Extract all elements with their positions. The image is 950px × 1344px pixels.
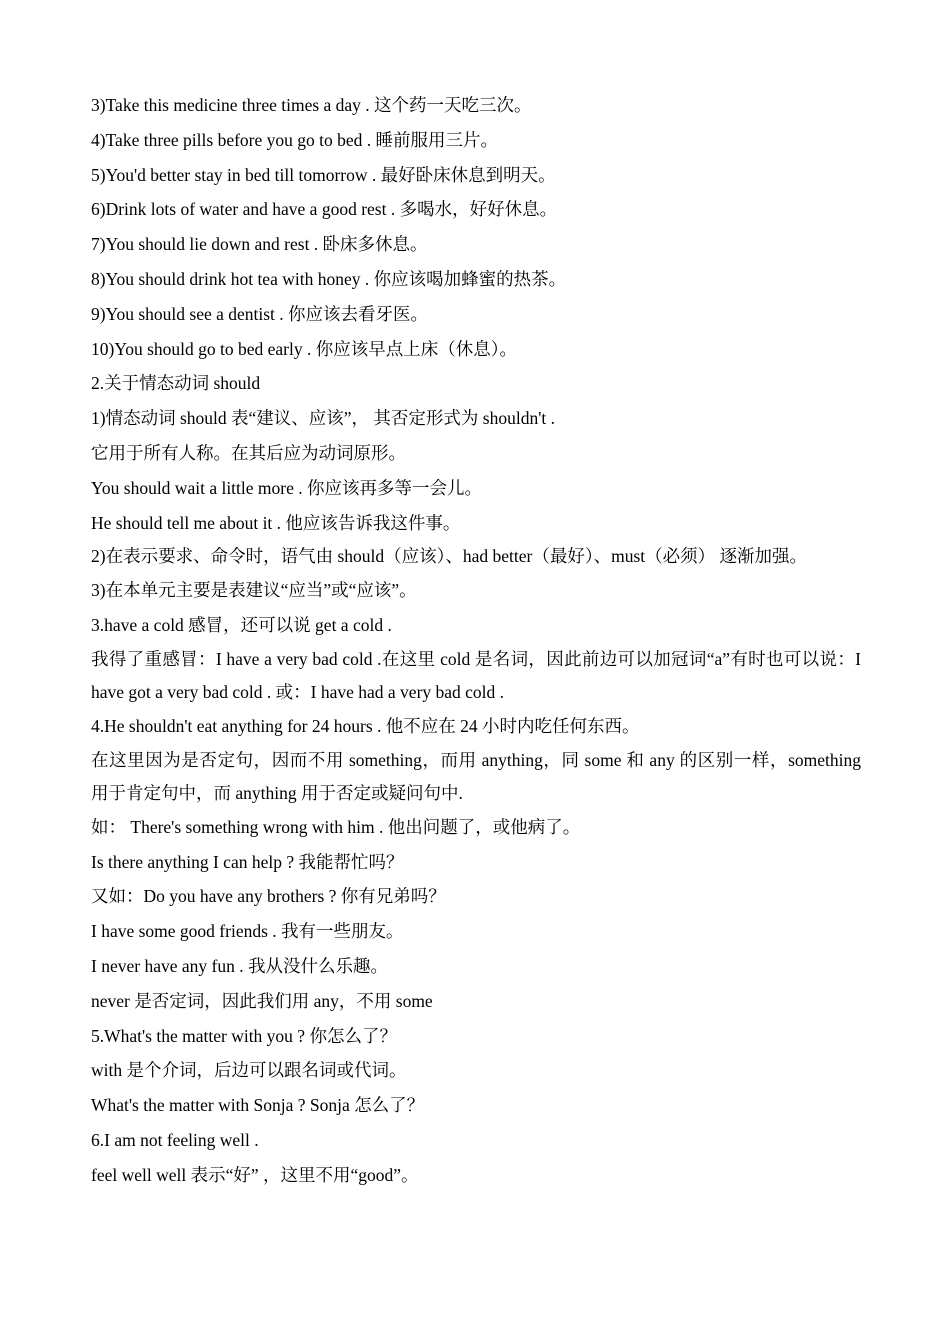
text-paragraph: 2)在表示要求、命令时，语气由 should（应该）、had better（最好）、must（必须） 逐渐加强。	[91, 546, 808, 567]
text-line: 3)Take this medicine three times a day . 这个药一天吃三次。	[91, 95, 532, 115]
text-line: He should tell me about it . 他应该告诉我这件事。	[91, 512, 461, 533]
text-line: 9)You should see a dentist . 你应该去看牙医。	[91, 303, 429, 324]
text-line: I never have any fun . 我从没什么乐趣。	[91, 955, 388, 976]
text-line: 1)情态动词 should 表“建议、应该”， 其否定形式为 shouldn't .	[91, 408, 555, 429]
section-heading: 4.He shouldn't eat anything for 24 hours . 他不应在 24 小时内吃任何东西。	[91, 715, 640, 736]
section-heading: 6.I am not feeling well .	[91, 1129, 259, 1150]
text-line: You should wait a little more . 你应该再多等一会儿。	[91, 477, 482, 498]
section-heading: 3.have a cold 感冒，还可以说 get a cold .	[91, 615, 392, 636]
text-line: I have some good friends . 我有一些朋友。	[91, 921, 404, 942]
text-line: What's the matter with Sonja ? Sonja 怎么了？	[91, 1095, 425, 1116]
text-paragraph: 我得了重感冒：I have a very bad cold .在这里 cold 是名词，因此前边可以加冠词“a”有时也可以说：I have got a very bad cold . 或：I have had a very bad cold .	[91, 648, 861, 702]
text-line: 如： There's something wrong with him . 他出问题了，或他病了。	[91, 816, 581, 837]
text-line: 3)在本单元主要是表建议“应当”或“应该”。	[91, 580, 417, 601]
text-line: 8)You should drink hot tea with honey . 你应该喝加蜂蜜的热茶。	[91, 268, 567, 289]
text-line: Is there anything I can help ? 我能帮忙吗？	[91, 851, 404, 872]
text-line: 4)Take three pills before you go to bed . 睡前服用三片。	[91, 129, 499, 150]
text-line: 10)You should go to bed early . 你应该早点上床（休息）。	[91, 338, 517, 359]
text-line: 6)Drink lots of water and have a good rest . 多喝水，好好休息。	[91, 199, 558, 220]
text-line: with 是个介词，后边可以跟名词或代词。	[91, 1060, 407, 1081]
document-body	[91, 88, 861, 1193]
text-line: never 是否定词，因此我们用 any，不用 some	[91, 990, 433, 1011]
text-line: 5)You'd better stay in bed till tomorrow . 最好卧床休息到明天。	[91, 164, 556, 185]
text-line: feel well well 表示“好” ，这里不用“good”。	[91, 1164, 419, 1185]
section-heading: 5.What's the matter with you ? 你怎么了？	[91, 1025, 397, 1046]
text-line: 7)You should lie down and rest . 卧床多休息。	[91, 234, 428, 255]
text-paragraph: 在这里因为是否定句，因而不用 something，而用 anything，同 some 和 any 的区别一样，something 用于肯定句中，而 anything 用于否定或疑问句中.	[91, 749, 861, 803]
section-heading: 2.关于情态动词 should	[91, 373, 261, 394]
text-line: 它用于所有人称。在其后应为动词原形。	[91, 442, 406, 463]
text-line: 又如：Do you have any brothers ? 你有兄弟吗？	[91, 886, 446, 907]
